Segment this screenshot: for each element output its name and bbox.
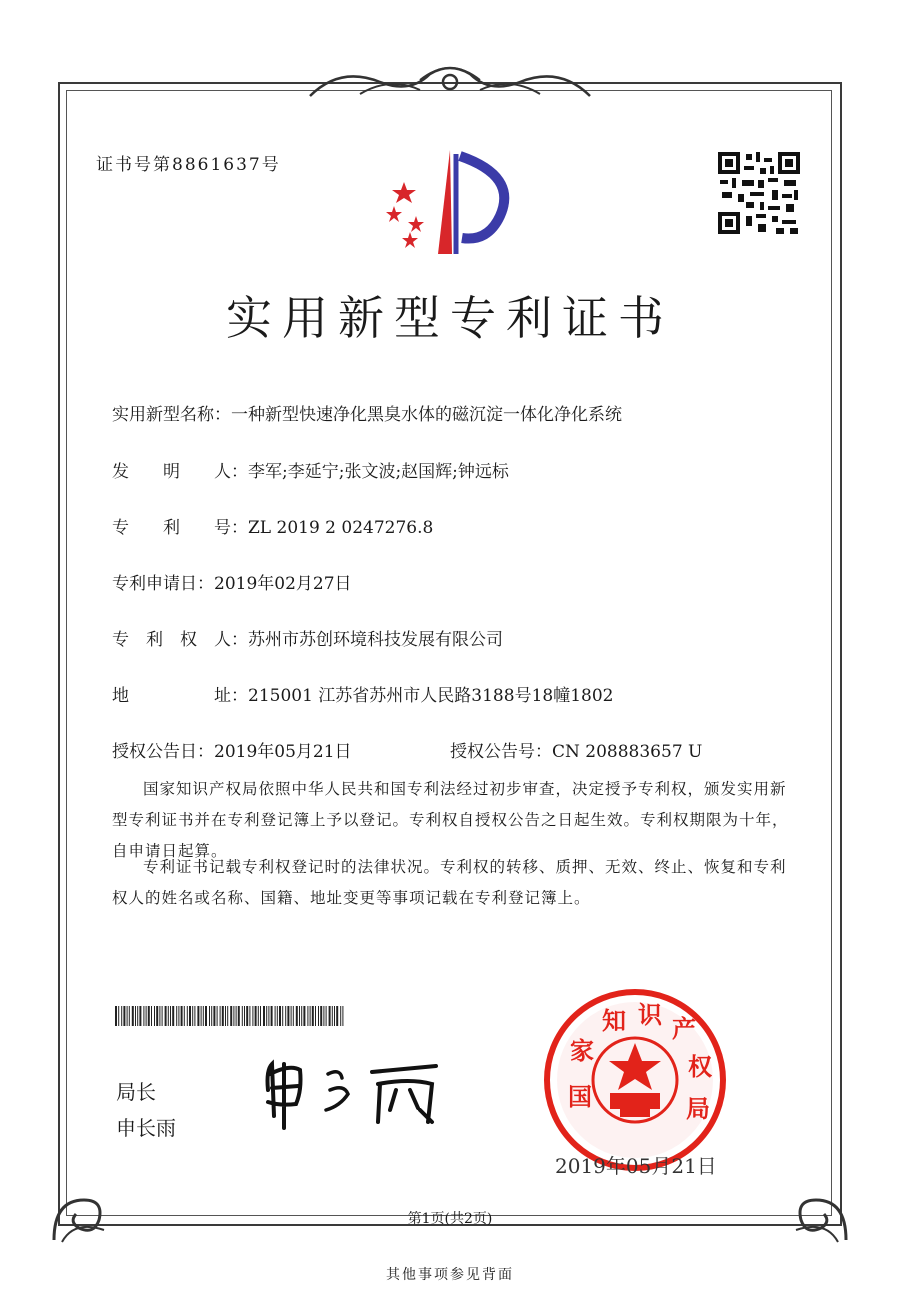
field-apply-date: [112, 569, 352, 594]
svg-text:权: 权: [688, 1053, 712, 1081]
svg-text:家: 家: [570, 1037, 594, 1065]
field-inventor: [112, 457, 509, 482]
field-patent-number-value: ZL 2019 2 0247276.8: [248, 518, 434, 538]
certificate-title: 实用新型专利证书: [226, 291, 674, 345]
barcode: [115, 1006, 345, 1026]
field-grant-date: [112, 737, 352, 762]
field-patent-number: [112, 513, 433, 538]
field-apply-date-label: 专利申请日：: [112, 574, 214, 594]
signatory-title: 局长: [116, 1080, 156, 1104]
field-patent-number-label: 专 利 号：: [112, 518, 248, 538]
field-holder-label: 专 利 权 人：: [112, 630, 248, 650]
svg-text:局: 局: [686, 1095, 710, 1123]
svg-text:识: 识: [638, 1001, 662, 1029]
field-grant-number-label: 授权公告号：: [450, 742, 552, 762]
signatory-name: 申长雨: [116, 1116, 176, 1140]
official-seal: [540, 985, 730, 1175]
field-grant-number: [450, 737, 702, 762]
cnipa-logo-icon: [380, 146, 520, 256]
field-apply-date-value: 2019年02月27日: [214, 574, 352, 594]
page-number: 第1页(共2页): [407, 1211, 493, 1227]
field-grant-date-label: 授权公告日：: [112, 742, 214, 762]
field-grant-date-value: 2019年05月21日: [214, 742, 352, 762]
field-inventor-value: 李军;李延宁;张文波;赵国辉;钟远标: [248, 462, 509, 482]
svg-text:知: 知: [602, 1007, 626, 1035]
field-name-value: 一种新型快速净化黑臭水体的磁沉淀一体化净化系统: [231, 405, 622, 425]
certificate-number: 证书号第8861637号: [96, 155, 281, 175]
svg-text:产: 产: [672, 1015, 696, 1043]
top-ornament: [300, 60, 600, 104]
seal-date: 2019年05月21日: [555, 1154, 717, 1178]
field-holder: [112, 625, 503, 650]
field-inventor-label: 发 明 人：: [112, 462, 248, 482]
svg-text:国: 国: [568, 1083, 592, 1111]
field-holder-value: 苏州市苏创环境科技发展有限公司: [248, 630, 503, 650]
qr-code: [716, 150, 802, 236]
field-address-label: 地 址：: [112, 686, 248, 706]
field-address-value: 215001 江苏省苏州市人民路3188号18幢1802: [248, 686, 614, 706]
handwritten-signature: [260, 1050, 460, 1130]
field-grant-number-value: CN 208883657 U: [552, 742, 703, 762]
statement-paragraph-1: 国家知识产权局依照中华人民共和国专利法经过初步审查，决定授予专利权，颁发实用新型专利证书并在专利登记簿上予以登记。专利权自授权公告之日起生效。专利权期限为十年，自申请日起算。: [112, 780, 789, 860]
statement-paragraph-2: 专利证书记载专利权登记时的法律状况。专利权的转移、质押、无效、终止、恢复和专利权人的姓名或名称、国籍、地址变更等事项记载在专利登记簿上。: [112, 858, 787, 907]
field-name: [112, 400, 622, 425]
field-name-label: 实用新型名称：: [112, 405, 231, 425]
field-address: [112, 681, 613, 706]
footer-note: 其他事项参见背面: [386, 1267, 514, 1283]
